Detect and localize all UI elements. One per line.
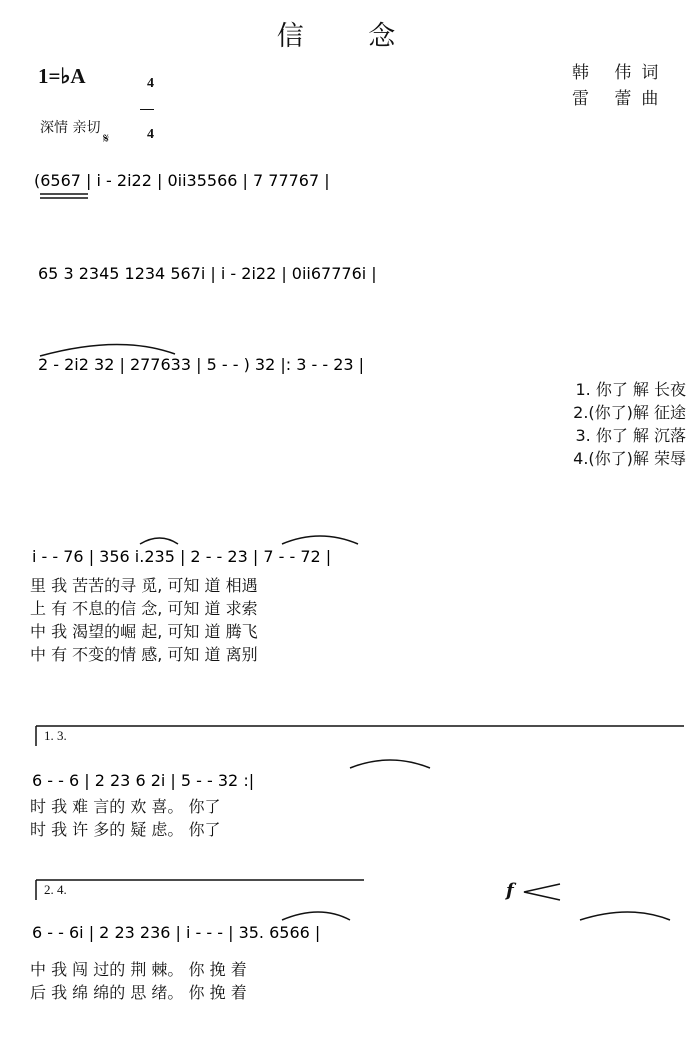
- verse-line: 中 我 闯 过的 荆 棘。 你 挽 着: [30, 960, 247, 979]
- composer-credit: 雷 蕾曲: [572, 89, 669, 109]
- notes-line-4: i - - 76 | 356 i.235 | 2 - - 23 | 7 - - 72 |: [32, 547, 332, 566]
- verse-line: 里 我 苦苦的寻 觅, 可知 道 相遇: [30, 576, 258, 595]
- notation-staff-1: [0, 152, 700, 212]
- verse-line: 4.(你了)解 荣辱: [573, 449, 686, 468]
- verse-line: 时 我 难 言的 欢 喜。 你了: [30, 797, 221, 816]
- song-title: 信 念: [276, 21, 424, 52]
- notes-line-1: (6567 | i - 2i22 | 0ii35566 | 7 77767 |: [34, 171, 330, 190]
- verse-block-4: [30, 958, 680, 1004]
- notes-line-6: 6 - - 6i | 2 23 236 | i - - - | 35. 6566 |: [32, 923, 321, 942]
- verse-line: 1. 你了 解 长夜: [575, 380, 686, 399]
- notes-line-3: 2 - 2i2 32 | 277633 | 5 - - ) 32 |: 3 - - 23 |: [38, 355, 365, 374]
- lyricist-credit: 韩 伟词: [572, 63, 669, 83]
- dynamic-forte: f: [506, 880, 514, 901]
- verse-line: 时 我 许 多的 疑 虑。 你了: [30, 820, 221, 839]
- score-line-2: [0, 245, 700, 305]
- tempo-marking: 深情 亲切: [40, 120, 101, 136]
- verse-block-2: [30, 574, 680, 666]
- verse-line: 中 我 渴望的崛 起, 可知 道 腾飞: [30, 622, 258, 641]
- verse-block-3: [30, 795, 680, 841]
- ending-bracket-2: [0, 872, 700, 902]
- crescendo-icon: [520, 882, 580, 902]
- time-signature: [140, 60, 154, 143]
- ending-bracket-1: [0, 718, 700, 748]
- segno-icon: 𝄋: [103, 131, 110, 147]
- ending-1-label: 1. 3.: [44, 728, 67, 743]
- score-line-1: [0, 152, 700, 212]
- notation-staff-2: [0, 245, 700, 305]
- notes-line-5: 6 - - 6 | 2 23 6 2i | 5 - - 32 :|: [32, 771, 255, 790]
- time-top: 4: [147, 76, 154, 91]
- time-bottom: 4: [147, 127, 154, 142]
- key-signature: 1=♭A: [38, 64, 86, 88]
- verse-line: 中 有 不变的情 感, 可知 道 离别: [30, 645, 258, 664]
- notation-staff-6: [0, 904, 700, 964]
- ending-2-label: 2. 4.: [44, 882, 67, 897]
- verse-line: 2.(你了)解 征途: [573, 403, 686, 422]
- score-line-6: [0, 904, 700, 964]
- notes-line-2: 65 3 2345 1234 567i | i - 2i22 | 0ii67776i |: [38, 264, 377, 283]
- verse-line: 后 我 绵 绵的 思 绪。 你 挽 着: [30, 983, 247, 1002]
- verse-line: 3. 你了 解 沉落: [575, 426, 686, 445]
- verse-line: 上 有 不息的信 念, 可知 道 求索: [30, 599, 258, 618]
- verse-block-1: [436, 378, 686, 470]
